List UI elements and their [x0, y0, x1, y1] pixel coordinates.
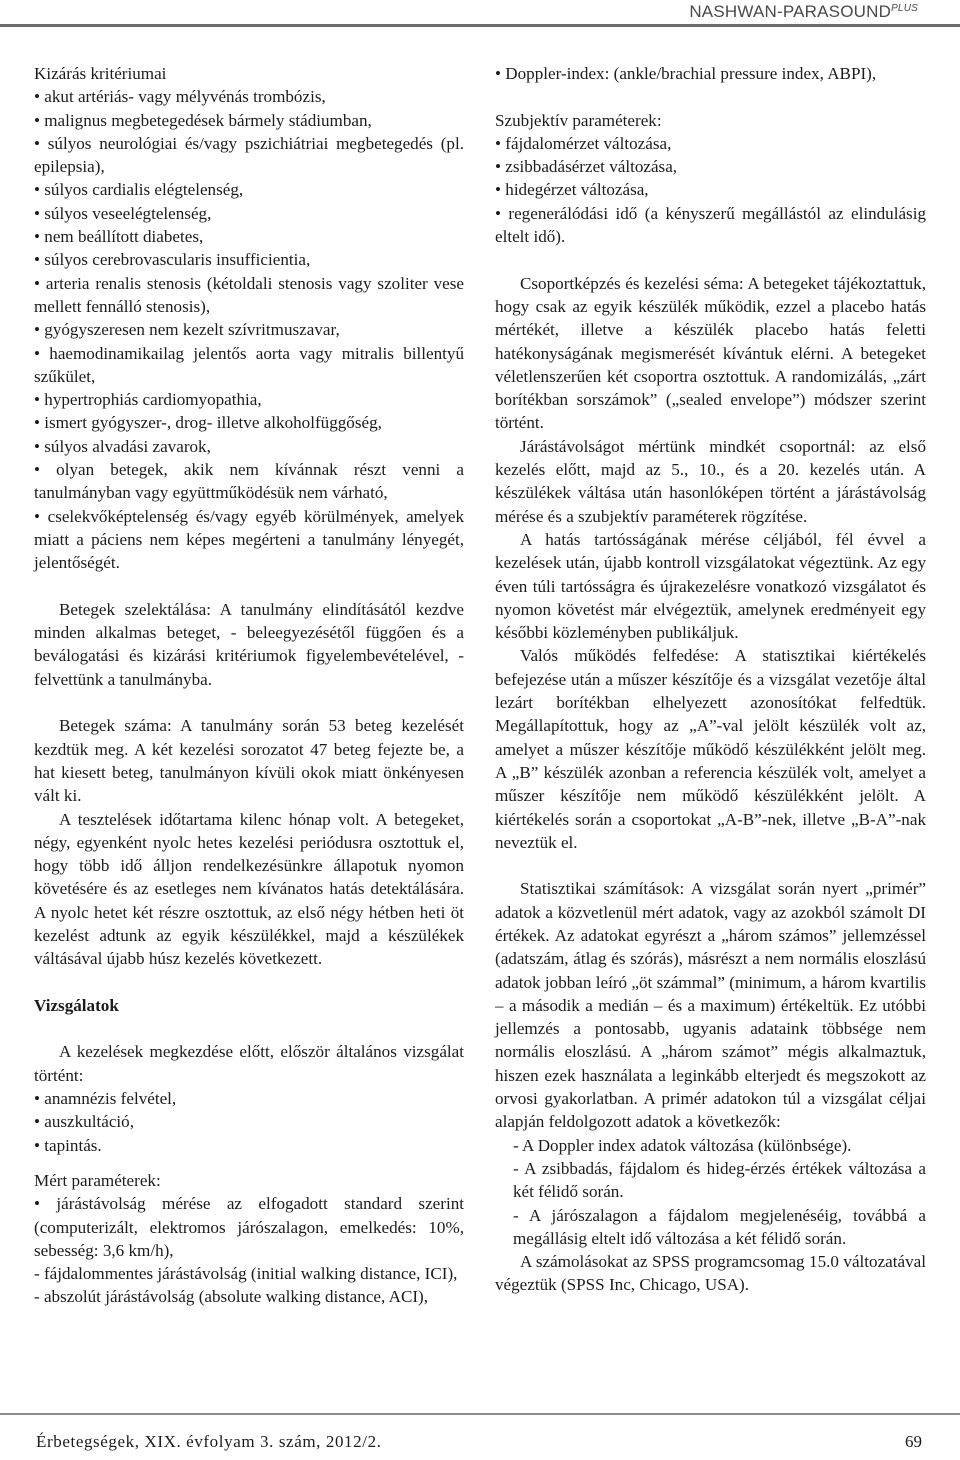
measured-dash-item: - abszolút járástávolság (absolute walking distance, ACI), — [34, 1287, 428, 1307]
exam-item: • auszkultáció, — [34, 1110, 464, 1133]
exclusion-item: • hypertrophiás cardiomyopathia, — [34, 388, 464, 411]
statistics-item: - A Doppler index adatok változása (különbsége). — [513, 1135, 852, 1155]
subjective-item: • fájdalomérzet változása, — [495, 132, 926, 155]
subjective-item: • zsibbadásérzet változása, — [495, 155, 926, 178]
left-column — [34, 62, 464, 1309]
doppler-list — [495, 62, 926, 85]
running-head — [689, 2, 918, 22]
exam-list — [34, 1087, 464, 1157]
journal-name: NASHWAN-PARASOUND — [689, 2, 892, 21]
exclusion-item: • súlyos neurológiai és/vagy pszichiátriai megbetegedés (pl. epilepsia), — [34, 132, 464, 179]
statistics-paragraph: Statisztikai számítások: A vizsgálat során nyert „primér” adatok a közvetlenül mért adatok, vagy az azokból számolt DI értékek. Az adatokat egyrészt a „három számos” jellemzéssel (adatszám, átlag és szórás), másrészt a nem normális eloszlású adatok jobban leíró „öt számmal” (minimum, a három kvartilis – a második a medián – és a maximum) értékeltük. Ez utóbbi jellemzés a pontosabb, ugyanis adataink többsége nem normális eloszlású. A „három számot” mégis alkalmaztuk, hiszen ezek használata a leginkább elterjedt és megszokott az orvosi gyakorlatban. A primér adatokon túl a vizsgálat céljai alapján feldolgozott adatok a következők: — [495, 879, 926, 1132]
exclusion-item: • cselekvőképtelenség és/vagy egyéb körülmények, amelyek miatt a páciens nem képes megérteni a tanulmány lényegét, jelentőségét. — [34, 505, 464, 575]
tests-heading: Vizsgálatok — [34, 995, 119, 1015]
subjective-item: • regenerálódási idő (a kényszerű megállástól az elindulásig eltelt idő). — [495, 202, 926, 249]
subjective-heading: Szubjektív paraméterek: — [495, 110, 662, 130]
footer-rule — [0, 1413, 960, 1415]
duration-paragraph: A tesztelések időtartama kilenc hónap volt. A betegeket, négy, egyenként nyolc hetes kezelési periódusra osztottuk el, hogy több idő álljon rendelkezésünkre állapotuk nyomon követésére és az esetleges nem kívánatos hatás detektálására. A nyolc hetet két részre osztottuk, az első négy hétben heti öt kezelést adtunk az egyik készülékkel, majd a készülékek váltásával újabb húsz kezelés következett. — [34, 809, 464, 969]
walking-paragraph: Járástávolságot mértünk mindkét csoportnál: az első kezelés előtt, majd az 5., 10., és a 20. kezelés után. A készülékek váltása után hasonlóképen történt a járástávolság mérése és a szubjektív paraméterek rögzítése. — [495, 436, 926, 526]
exclusion-heading: Kizárás kritériumai — [34, 64, 167, 83]
grouping-paragraph: Csoportképzés és kezelési séma: A betegeket tájékoztattuk, hogy csak az egyik készülék működik, ezzel a placebo hatás mértékét, illetve a készülék placebo hatás feletti hatékonyságának megismerését kívántuk elérni. A betegeket véletlenszerűen két csoportra osztottuk. A randomizálás, „zárt borítékban sorszámok” („sealed envelope”) módszer szerint történt. — [495, 273, 926, 433]
measured-list — [34, 1192, 464, 1262]
header-rule — [0, 24, 960, 27]
exam-item: • tapintás. — [34, 1134, 464, 1157]
exclusion-list — [34, 85, 464, 574]
subjective-list — [495, 132, 926, 248]
exclusion-item: • súlyos veseelégtelenség, — [34, 202, 464, 225]
exam-item: • anamnézis felvétel, — [34, 1087, 464, 1110]
measured-heading: Mért paraméterek: — [34, 1170, 161, 1190]
spss-paragraph: A számolásokat az SPSS programcsomag 15.0 változatával végeztük (SPSS Inc, Chicago, USA). — [495, 1252, 926, 1295]
patient-count-paragraph: Betegek száma: A tanulmány során 53 beteg kezelését kezdtük meg. A két kezelési sorozatot 47 beteg fejezte be, a hat kiesett beteg, tanulmányon kívüli okok miatt önkényesen vált ki. — [34, 716, 464, 806]
selection-paragraph: Betegek szelektálása: A tanulmány elindításától kezdve minden alkalmas beteget, - beleegyezésétől függően és a beválogatási és kizárási kritériumok figyelembevételével, - felvettünk a tanulmányba. — [34, 599, 464, 689]
durability-paragraph: A hatás tartósságának mérése céljából, fél évvel a kezelések után, újabb kontroll vizsgálatokat végeztünk. Az egy éven túli tartósságra és újrakezelésre vonatkozó vizsgálatot és nyomon követést már elvégeztük, amelynek eredményeit egy későbbi közleményben publikáljuk. — [495, 529, 926, 643]
statistics-item: - A járószalagon a fájdalom megjelenéséig, továbbá a megállásig eltelt idő változása a két félidő során. — [513, 1205, 926, 1248]
exclusion-item: • arteria renalis stenosis (kétoldali stenosis vagy szoliter vese mellett fennálló stenosis), — [34, 272, 464, 319]
subjective-item: • hidegérzet változása, — [495, 178, 926, 201]
exclusion-item: • gyógyszeresen nem kezelt szívritmuszavar, — [34, 318, 464, 341]
exclusion-item: • malignus megbetegedések bármely stádiumban, — [34, 109, 464, 132]
exclusion-item: • ismert gyógyszer-, drog- illetve alkoholfüggőség, — [34, 411, 464, 434]
doppler-item: • Doppler-index: (ankle/brachial pressure index, ABPI), — [495, 62, 926, 85]
journal-sup: PLUS — [891, 3, 918, 14]
page-number: 69 — [905, 1432, 922, 1451]
exclusion-item: • súlyos cerebrovascularis insufficientia, — [34, 248, 464, 271]
exclusion-item: • nem beállított diabetes, — [34, 225, 464, 248]
measured-dash-item: - fájdalommentes járástávolság (initial walking distance, ICI), — [34, 1264, 458, 1284]
footer-citation: Érbetegségek, XIX. évfolyam 3. szám, 2012/2. — [36, 1432, 382, 1451]
measured-item: • járástávolság mérése az elfogadott standard szerint (computerizált, elektromos járószalagon, emelkedés: 10%, sebesség: 3,6 km/h), — [34, 1192, 464, 1262]
exclusion-item: • haemodinamikailag jelentős aorta vagy mitralis billentyű szűkület, — [34, 342, 464, 389]
exam-intro: A kezelések megkezdése előtt, először általános vizsgálat történt: — [34, 1042, 464, 1085]
exclusion-item: • súlyos cardialis elégtelenség, — [34, 178, 464, 201]
right-column — [495, 62, 926, 1297]
statistics-item: - A zsibbadás, fájdalom és hideg-érzés értékek változása a két félidő során. — [513, 1158, 926, 1202]
reveal-paragraph: Valós működés felfedése: A statisztikai kiértékelés befejezése után a műszer készítője és a vizsgálat vezetője által lezárt borítékban elhelyezett azonosítókat felfedtük. Megállapítottuk, hogy az „A”-val jelölt készülék volt az, amelyet a műszer készítője működő készülékként jelölt meg. A „B” készülék azonban a referencia készülék volt, amelyet a műszer készítője nem működő készülékként jelölt. A kiértékelés során a csoportokat „A-B”-nek, illetve „B-A”-nak neveztük el. — [495, 646, 926, 852]
exclusion-item: • olyan betegek, akik nem kívánnak részt venni a tanulmányban vagy együttműködésük nem várható, — [34, 458, 464, 505]
exclusion-item: • súlyos alvadási zavarok, — [34, 435, 464, 458]
exclusion-item: • akut artériás- vagy mélyvénás trombózis, — [34, 85, 464, 108]
